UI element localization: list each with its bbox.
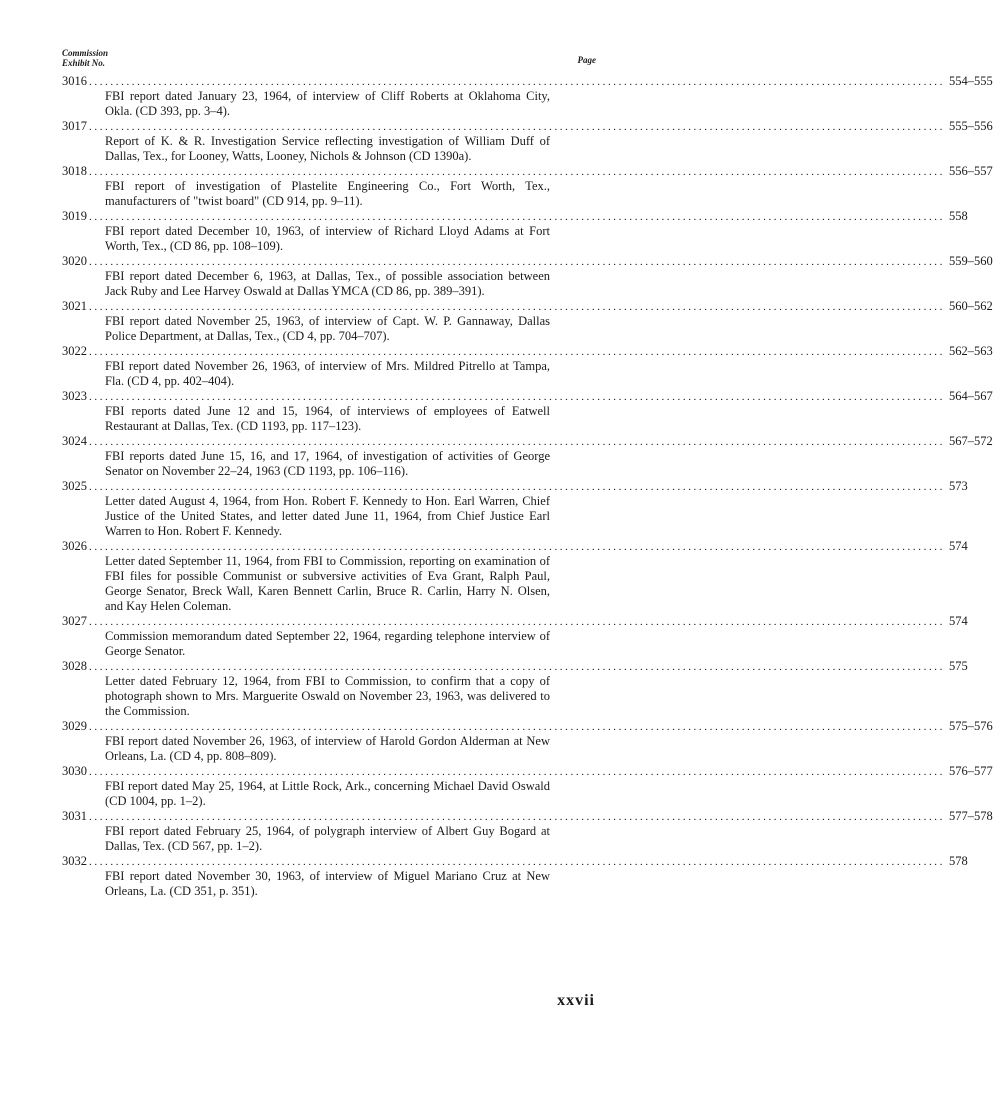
exhibit-entry [62,719,993,764]
page-number: xxvii [557,992,595,1009]
exhibit-number: 3016 [62,74,87,88]
dot-leader: ................................................................................................................................................................ [89,721,945,733]
exhibit-column-heading [62,48,108,68]
exhibit-leader-line [62,299,993,314]
exhibit-description: Report of K. & R. Investigation Service reflecting investigation of William Duff of Dallas, Tex., for Looney, Watts, Looney, Nichols & Johnson (CD 1390a). [105,134,550,163]
dot-leader: ................................................................................................................................................................ [89,541,945,553]
page-range: 575 [949,659,968,673]
page-range: 554–555 [949,74,993,88]
exhibit-entry [62,74,993,119]
exhibit-description: FBI report dated November 26, 1963, of interview of Harold Gordon Alderman at New Orleans, La. (CD 4, pp. 808–809). [105,734,550,763]
exhibit-entry [62,254,993,299]
exhibit-leader-line [62,209,968,224]
exhibit-description: FBI report dated December 10, 1963, of interview of Richard Lloyd Adams at Fort Worth, Tex., (CD 86, pp. 108–109). [105,224,550,253]
page-range: 577–578 [949,809,993,823]
exhibit-description: FBI report dated May 25, 1964, at Little Rock, Ark., concerning Michael David Oswald (CD 1004, pp. 1–2). [105,779,550,808]
exhibit-heading-line1: Commission [62,48,109,58]
exhibit-description: Letter dated August 4, 1964, from Hon. Robert F. Kennedy to Hon. Earl Warren, Chief Justice of the United States, and letter dated June 11, 1964, from Chief Justice Earl Warren to Hon. Robert F. Kennedy. [105,494,550,538]
exhibit-index-page [62,48,993,899]
exhibit-number: 3023 [62,389,87,403]
exhibit-number: 3025 [62,479,87,493]
exhibit-description: FBI report dated November 25, 1963, of interview of Capt. W. P. Gannaway, Dallas Police Department, at Dallas, Tex., (CD 4, pp. 704–707). [105,314,550,343]
exhibit-leader-line [62,164,993,179]
exhibit-number: 3027 [62,614,87,628]
page-range: 559–560 [949,254,993,268]
exhibit-leader-line [62,434,993,449]
exhibit-description: Letter dated September 11, 1964, from FBI to Commission, reporting on examination of FBI files for possible Communist or subversive activities of Eva Grant, Ralph Paul, George Senator, Breck Wall, Karen Bennett Carlin, Bruce R. Carlin, Harry N. Olsen, and Kay Helen Coleman. [105,554,550,613]
exhibit-number: 3019 [62,209,87,223]
exhibit-leader-line [62,809,993,824]
exhibit-leader-line [62,719,993,734]
exhibit-description: Letter dated February 12, 1964, from FBI to Commission, to confirm that a copy of photograph shown to Mrs. Marguerite Oswald on November 23, 1963, was delivered to the Commission. [105,674,550,718]
exhibit-entry [62,854,968,899]
exhibit-number: 3032 [62,854,87,868]
dot-leader: ................................................................................................................................................................ [89,346,945,358]
exhibit-leader-line [62,764,993,779]
exhibit-leader-line [62,119,993,134]
page-range: 558 [949,209,968,223]
exhibit-leader-line [62,389,993,404]
exhibit-entry [62,434,993,479]
exhibit-entry [62,344,993,389]
exhibit-description: Commission memorandum dated September 22, 1964, regarding telephone interview of George Senator. [105,629,550,658]
exhibit-number: 3029 [62,719,87,733]
exhibit-leader-line [62,539,968,554]
exhibit-heading-line2: Exhibit No. [62,58,106,68]
exhibit-entry [62,389,993,434]
exhibit-entry [62,659,968,719]
page-range: 574 [949,614,968,628]
exhibit-entry [62,809,993,854]
exhibit-description: FBI report dated January 23, 1964, of interview of Cliff Roberts at Oklahoma City, Okla. (CD 393, pp. 3–4). [105,89,550,118]
dot-leader: ................................................................................................................................................................ [89,811,945,823]
exhibit-number: 3022 [62,344,87,358]
page-range: 573 [949,479,968,493]
exhibit-entry [62,479,968,539]
exhibit-number: 3017 [62,119,87,133]
dot-leader: ................................................................................................................................................................ [89,856,945,868]
exhibit-number: 3031 [62,809,87,823]
exhibit-number: 3020 [62,254,87,268]
exhibit-list [62,74,993,899]
column-header [62,48,596,74]
exhibit-description: FBI report of investigation of Plastelite Engineering Co., Fort Worth, Tex., manufacturers of "twist board" (CD 914, pp. 9–11). [105,179,550,208]
exhibit-number: 3026 [62,539,87,553]
exhibit-number: 3018 [62,164,87,178]
exhibit-leader-line [62,254,993,269]
exhibit-description: FBI reports dated June 12 and 15, 1964, of interviews of employees of Eatwell Restaurant at Dallas, Tex. (CD 1193, pp. 117–123). [105,404,550,433]
dot-leader: ................................................................................................................................................................ [89,166,945,178]
exhibit-entry [62,764,993,809]
page-range: 560–562 [949,299,993,313]
exhibit-entry [62,539,968,614]
exhibit-number: 3030 [62,764,87,778]
dot-leader: ................................................................................................................................................................ [89,766,945,778]
exhibit-entry [62,299,993,344]
exhibit-leader-line [62,344,993,359]
page-column-heading: Page [577,55,596,65]
exhibit-leader-line [62,479,968,494]
page-range: 562–563 [949,344,993,358]
dot-leader: ................................................................................................................................................................ [89,211,945,223]
page-range: 574 [949,539,968,553]
page-range: 556–557 [949,164,993,178]
dot-leader: ................................................................................................................................................................ [89,256,945,268]
dot-leader: ................................................................................................................................................................ [89,76,945,88]
dot-leader: ................................................................................................................................................................ [89,436,945,448]
page-range: 555–556 [949,119,993,133]
page-range: 575–576 [949,719,993,733]
exhibit-leader-line [62,659,968,674]
dot-leader: ................................................................................................................................................................ [89,391,945,403]
exhibit-number: 3028 [62,659,87,673]
exhibit-description: FBI report dated November 30, 1963, of interview of Miguel Mariano Cruz at New Orleans, La. (CD 351, p. 351). [105,869,550,898]
dot-leader: ................................................................................................................................................................ [89,661,945,673]
page-range: 567–572 [949,434,993,448]
dot-leader: ................................................................................................................................................................ [89,301,945,313]
exhibit-description: FBI report dated December 6, 1963, at Dallas, Tex., of possible association between Jack Ruby and Lee Harvey Oswald at Dallas YMCA (CD 86, pp. 389–391). [105,269,550,298]
exhibit-leader-line [62,614,968,629]
exhibit-number: 3024 [62,434,87,448]
exhibit-number: 3021 [62,299,87,313]
page-range: 576–577 [949,764,993,778]
exhibit-entry [62,209,968,254]
exhibit-description: FBI reports dated June 15, 16, and 17, 1964, of investigation of activities of George Senator on November 22–24, 1963 (CD 1193, pp. 106–116). [105,449,550,478]
exhibit-description: FBI report dated February 25, 1964, of polygraph interview of Albert Guy Bogard at Dallas, Tex. (CD 567, pp. 1–2). [105,824,550,853]
exhibit-entry [62,614,968,659]
dot-leader: ................................................................................................................................................................ [89,121,945,133]
dot-leader: ................................................................................................................................................................ [89,616,945,628]
dot-leader: ................................................................................................................................................................ [89,481,945,493]
exhibit-leader-line [62,74,993,89]
exhibit-entry [62,119,993,164]
exhibit-leader-line [62,854,968,869]
page-range: 578 [949,854,968,868]
page-range: 564–567 [949,389,993,403]
exhibit-description: FBI report dated November 26, 1963, of interview of Mrs. Mildred Pitrello at Tampa, Fla. (CD 4, pp. 402–404). [105,359,550,388]
exhibit-entry [62,164,993,209]
